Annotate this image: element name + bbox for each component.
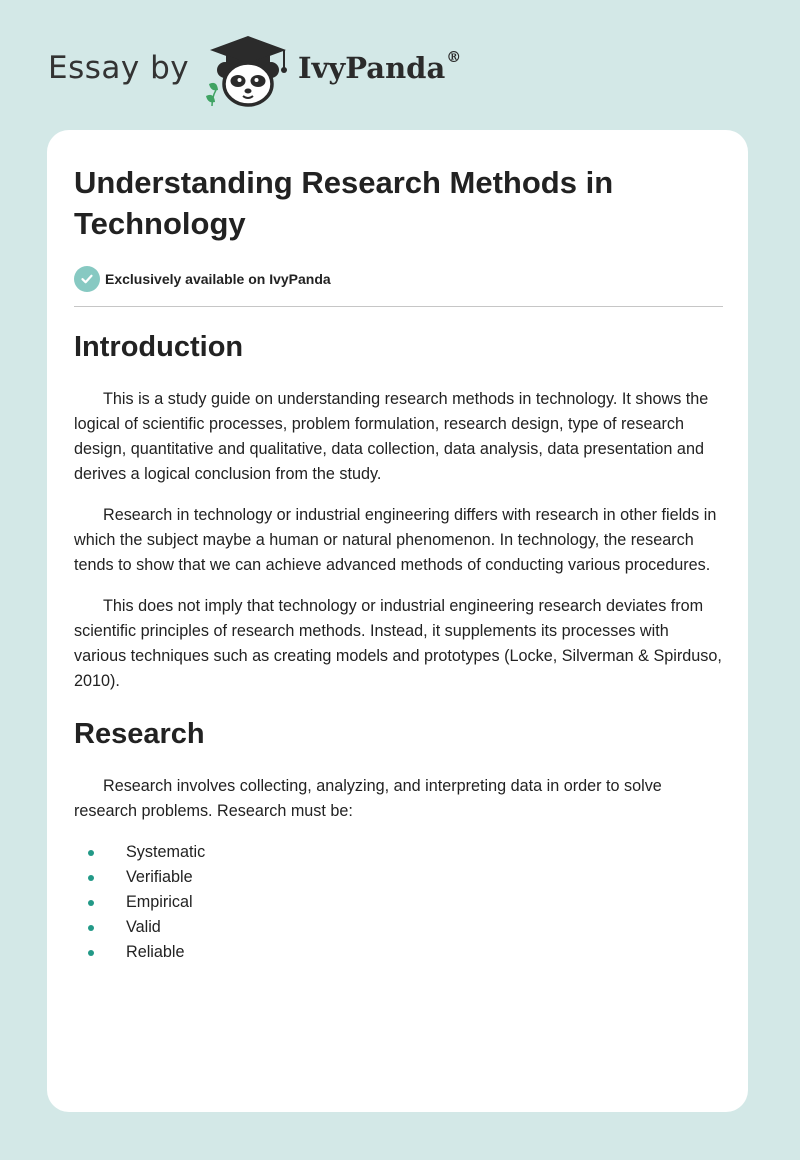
list-item: Valid — [74, 915, 723, 940]
paragraph: This is a study guide on understanding research methods in technology. It shows the logical of scientific processes, problem formulation, research design, type of research design, quantitative and qualitative, data collection, data analysis, data presentation and derives a logical conclusion from the study. — [74, 390, 709, 483]
brand-prefix: Essay by — [48, 50, 190, 86]
exclusive-label: Exclusively available on IvyPanda — [105, 271, 331, 287]
check-circle-icon — [74, 266, 100, 292]
ivy-leaf-icon — [206, 83, 218, 106]
paragraph: Research in technology or industrial engineering differs with research in other fields in which the subject maybe a human or natural phenomenon. In technology, the research tends to show that we can achieve advanced methods of conducting various procedures. — [74, 506, 717, 574]
brand-header — [48, 30, 508, 110]
section-heading-research: Research — [74, 718, 205, 750]
registered-mark: ® — [446, 48, 462, 66]
section-research — [74, 716, 723, 965]
list-item: Empirical — [74, 890, 723, 915]
bullet-icon — [88, 875, 94, 881]
paragraph: This does not imply that technology or industrial engineering research deviates from scientific principles of research methods. Instead, it supplements its processes with various techniques such as creating models and prototypes (Locke, Silverman & Spirduso, 2010). — [74, 597, 722, 690]
section-heading-introduction: Introduction — [74, 331, 244, 363]
essay-card — [47, 130, 748, 1112]
research-criteria-list — [74, 840, 723, 965]
brand-name: IvyPanda® — [298, 48, 462, 85]
bullet-icon — [88, 950, 94, 956]
list-item: Verifiable — [74, 865, 723, 890]
bullet-icon — [88, 900, 94, 906]
bullet-icon — [88, 925, 94, 931]
title-divider — [74, 306, 723, 307]
panda-graduate-icon — [200, 34, 296, 108]
essay-content — [74, 162, 723, 965]
panda-logo-svg — [200, 34, 296, 108]
section-introduction — [74, 329, 723, 694]
list-item: Systematic — [74, 840, 723, 865]
essay-title: Understanding Research Methods in Technology — [74, 165, 614, 241]
paragraph: Research involves collecting, analyzing, and interpreting data in order to solve research problems. Research must be: — [74, 777, 662, 820]
bullet-icon — [88, 850, 94, 856]
exclusive-badge — [74, 265, 723, 293]
list-item: Reliable — [74, 940, 723, 965]
